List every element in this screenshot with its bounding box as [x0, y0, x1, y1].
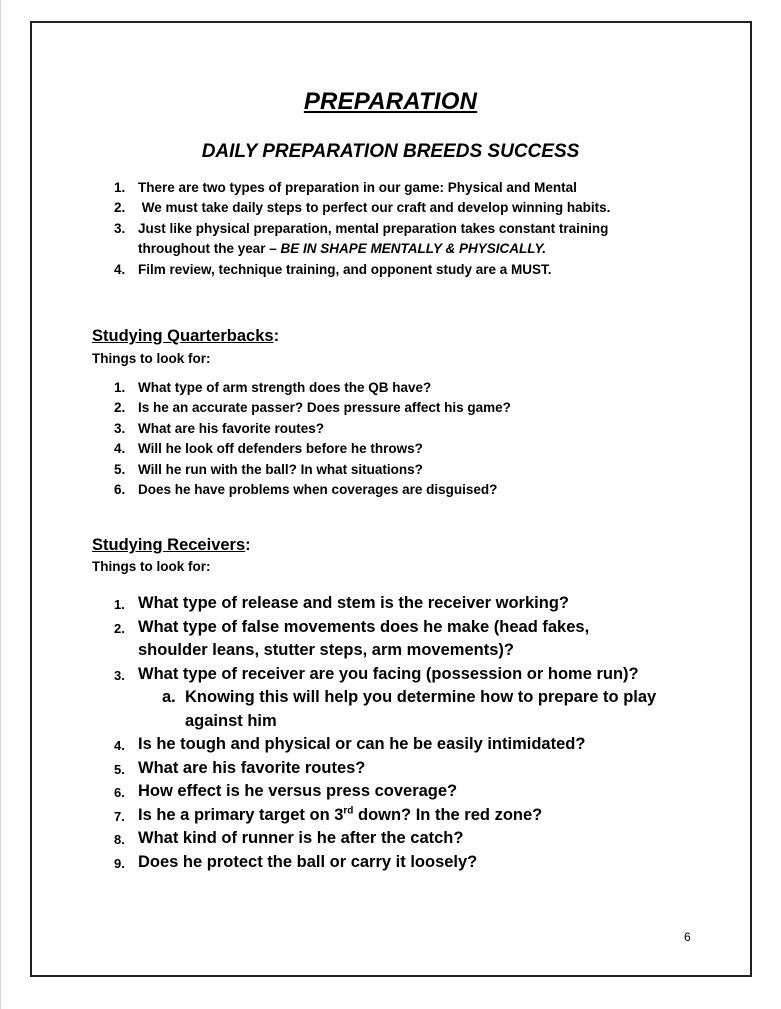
list-text: We must take daily steps to perfect our craft and develop winning habits.: [138, 200, 611, 216]
list-text: Is he an accurate passer? Does pressure affect his game?: [138, 400, 511, 416]
list-number: 6.: [114, 785, 125, 800]
sub-list-item: [138, 686, 665, 733]
wr-list: [114, 592, 698, 874]
list-number: 1.: [114, 180, 126, 195]
list-item: [114, 616, 658, 663]
wr-heading-colon: :: [245, 536, 251, 554]
page-subtitle: DAILY PREPARATION BREEDS SUCCESS: [201, 141, 580, 162]
list-number: 4.: [114, 441, 126, 457]
list-text: Does he have problems when coverages are disguised?: [138, 482, 498, 498]
page-number: 6: [684, 930, 691, 944]
list-item: [114, 378, 698, 398]
ordinal-suffix: rd: [343, 805, 354, 816]
list-text: Just like physical preparation, mental preparation takes constant training throughout the year –: [138, 220, 609, 257]
qb-heading-colon: :: [273, 327, 280, 345]
wr-heading-text: Studying Receivers: [92, 536, 246, 554]
list-text: What type of release and stem is the receiver working?: [138, 594, 569, 612]
list-item: [114, 592, 698, 616]
list-item: [114, 827, 698, 851]
list-item: [114, 178, 683, 198]
list-number: 5.: [114, 461, 126, 477]
list-text: What kind of runner is he after the catch?: [138, 829, 464, 847]
list-text: Will he look off defenders before he throws?: [138, 441, 423, 457]
list-number: 6.: [114, 482, 126, 498]
list-number: 2.: [114, 620, 125, 636]
list-text: What type of false movements does he make (head fakes, shoulder leans, stutter steps, arm movements)?: [138, 617, 590, 659]
intro-list: [114, 178, 683, 280]
list-number: 7.: [114, 808, 125, 824]
list-text: Does he protect the ball or carry it loosely?: [138, 852, 478, 871]
qb-list: [114, 378, 698, 500]
list-number: 5.: [114, 761, 125, 777]
list-number: 4.: [114, 738, 125, 753]
wr-section-subheading: Things to look for:: [92, 559, 211, 574]
list-number: 2.: [114, 200, 126, 216]
list-text: What are his favorite routes?: [138, 420, 325, 436]
list-number: 9.: [114, 855, 125, 871]
list-text: Is he tough and physical or can he be easily intimidated?: [138, 735, 586, 753]
list-number: 3.: [114, 220, 126, 236]
list-item: [114, 780, 698, 804]
list-item: [114, 398, 698, 418]
wr-section-heading: [92, 536, 251, 555]
list-item: [114, 219, 683, 260]
list-item: [114, 804, 698, 828]
list-number: 3.: [114, 667, 125, 683]
list-item: [114, 480, 698, 500]
list-number: 1.: [114, 597, 125, 612]
sub-list-letter: a.: [162, 688, 176, 706]
list-item: [114, 260, 683, 280]
list-item: [114, 460, 698, 480]
list-text: down? In the red zone?: [353, 805, 543, 824]
list-item: [114, 757, 698, 781]
list-number: 1.: [114, 380, 126, 395]
qb-heading-text: Studying Quarterbacks: [92, 327, 274, 345]
list-text: Will he run with the ball? In what situations?: [138, 461, 423, 477]
list-text: What are his favorite routes?: [138, 758, 366, 777]
list-number: 4.: [114, 261, 126, 277]
list-text: Is he a primary target on 3: [138, 805, 344, 824]
list-item: [114, 419, 698, 439]
list-text: How effect is he versus press coverage?: [138, 782, 458, 800]
list-emphasis: BE IN SHAPE MENTALLY & PHYSICALLY.: [280, 241, 547, 257]
list-item: [114, 198, 683, 218]
list-number: 2.: [114, 400, 126, 416]
list-text: Film review, technique training, and opponent study are a MUST.: [138, 261, 552, 277]
qb-section-subheading: Things to look for:: [92, 351, 211, 366]
list-number: 3.: [114, 420, 126, 436]
page-title: PREPARATION: [303, 88, 478, 115]
list-text: There are two types of preparation in our game: Physical and Mental: [138, 180, 577, 195]
sub-list-text: Knowing this will help you determine how to prepare to play against him: [185, 688, 657, 730]
qb-section-heading: [92, 327, 279, 346]
list-item: [114, 733, 698, 757]
list-text: What type of arm strength does the QB have?: [138, 380, 432, 395]
list-item: [114, 851, 698, 875]
list-text: What type of receiver are you facing (possession or home run)?: [138, 664, 639, 683]
list-item: [114, 439, 698, 459]
list-item: [114, 663, 698, 687]
list-number: 8.: [114, 832, 125, 847]
